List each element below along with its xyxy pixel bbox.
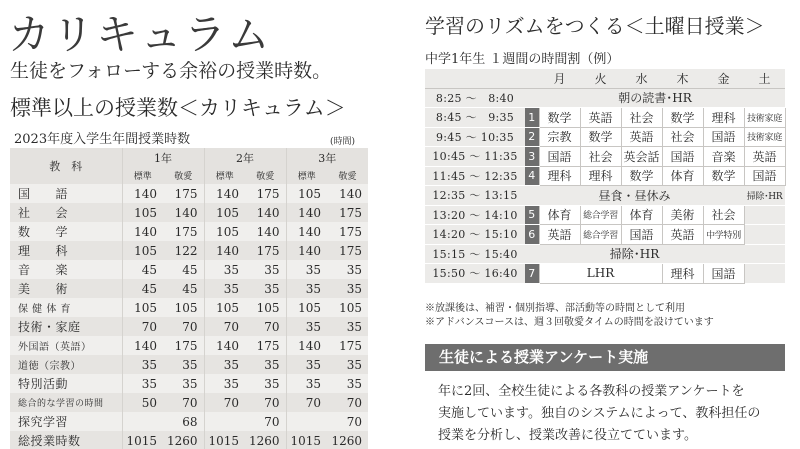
subject-row <box>10 412 368 431</box>
subject-name: 社 会 <box>10 203 122 222</box>
hours-cell: 140 <box>286 241 327 260</box>
empty-cell <box>744 205 785 225</box>
class-cell: 数学 <box>580 127 621 147</box>
empty-cell <box>744 264 785 284</box>
hours-cell: 105 <box>204 222 245 241</box>
class-cell: 社会 <box>580 147 621 167</box>
hours-cell <box>286 412 327 431</box>
time-slot: 12:35 〜 13:15 <box>425 186 525 206</box>
hours-cell: 45 <box>163 279 204 298</box>
curriculum-caption: 2023年度入学生年間授業時数 <box>14 132 191 147</box>
subject-row <box>10 317 368 336</box>
empty-cell <box>744 225 785 245</box>
hours-cell: 35 <box>346 262 362 277</box>
hours-cell: 105 <box>286 298 327 317</box>
period-number: 1 <box>525 108 539 128</box>
subject-row <box>10 393 368 412</box>
survey-text: 年に2回、全校生徒による各教科の授業アンケートを <box>438 384 745 399</box>
time-slot: 15:50 〜 16:40 <box>425 264 525 284</box>
hours-cell: 140 <box>204 241 245 260</box>
hours-cell: 35 <box>327 355 368 374</box>
schedule-row-period-3 <box>425 147 785 167</box>
class-cell: 数学 <box>703 166 744 186</box>
hours-cell: 45 <box>122 260 163 279</box>
class-cell: 英語 <box>580 108 621 128</box>
hours-cell: 175 <box>256 338 280 353</box>
rhythm-heading: 学習のリズムをつくる＜土曜日授業＞ <box>425 14 765 38</box>
schedule-note: ※アドバンスコースは、週３回敬愛タイムの時間を設けています <box>425 317 714 328</box>
lunch-label: 昼食・昼休み <box>525 186 744 206</box>
class-cell: 国語 <box>703 264 744 284</box>
class-cell: 国語 <box>703 127 744 147</box>
class-cell: 英語 <box>744 147 785 167</box>
class-cell: 総合学習 <box>580 205 621 225</box>
hours-cell: 140 <box>122 222 163 241</box>
time-slot: 11:45 〜 12:35 <box>425 166 525 186</box>
subject-name: 探究学習 <box>18 415 69 429</box>
period-number: 7 <box>525 264 539 284</box>
class-cell: 宗教 <box>539 127 580 147</box>
hours-cell: 175 <box>174 224 198 239</box>
hours-cell: 140 <box>122 336 163 355</box>
hours-cell: 35 <box>327 279 368 298</box>
day-header: 金 <box>703 69 744 88</box>
hours-cell: 1260 <box>327 431 368 449</box>
hours-cell: 70 <box>163 317 204 336</box>
hours-cell: 140 <box>245 203 286 222</box>
subject-row <box>10 431 368 449</box>
class-cell: 中学特別 <box>703 225 744 245</box>
class-cell: 総合学習 <box>580 225 621 245</box>
hours-cell: 70 <box>163 393 204 412</box>
empty-cell <box>744 244 785 264</box>
class-cell: 英会話 <box>621 147 662 167</box>
time-slot: 10:45 〜 11:35 <box>425 147 525 167</box>
time-slot: 15:15 〜 15:40 <box>425 244 525 264</box>
year-header: 1年 <box>122 148 204 167</box>
subject-name: 外国語（英語） <box>18 342 92 353</box>
hours-cell: 140 <box>256 224 280 239</box>
class-cell: 美術 <box>662 205 703 225</box>
subject-name: 音 楽 <box>18 263 69 277</box>
period-number: 3 <box>525 147 539 167</box>
schedule-row-lunch <box>425 186 785 206</box>
assembly-label: 朝の読書･HR <box>525 88 785 108</box>
subject-row <box>10 336 368 355</box>
hours-cell <box>122 412 163 431</box>
hours-cell: 140 <box>339 186 362 201</box>
class-cell: 社会 <box>662 127 703 147</box>
hours-cell <box>204 412 245 431</box>
class-cell: 技術家庭 <box>744 127 785 147</box>
class-cell: 社会 <box>703 205 744 225</box>
sub-header: 敬愛 <box>163 167 204 184</box>
subject-name: 数 学 <box>18 225 69 239</box>
day-header: 水 <box>621 69 662 88</box>
day-header: 木 <box>662 69 703 88</box>
hours-cell: 70 <box>245 317 286 336</box>
subject-name: 総授業時数 <box>10 431 122 449</box>
hours-cell: 70 <box>204 393 245 412</box>
time-slot: 14:20 〜 15:10 <box>425 225 525 245</box>
class-cell: 体育 <box>621 205 662 225</box>
page-subtitle: 生徒をフォローする余裕の授業時数。 <box>10 60 332 82</box>
sub-header: 敬愛 <box>327 167 368 184</box>
day-header: 月 <box>539 69 580 88</box>
hours-cell: 35 <box>286 355 327 374</box>
hours-cell: 1260 <box>163 431 204 449</box>
time-slot: 13:20 〜 14:10 <box>425 205 525 225</box>
hours-cell: 140 <box>122 184 163 203</box>
hours-cell: 105 <box>256 300 280 315</box>
hours-cell: 70 <box>122 317 163 336</box>
header-blank <box>525 69 539 88</box>
hours-cell: 70 <box>245 393 286 412</box>
hours-cell: 70 <box>286 393 327 412</box>
hours-cell: 35 <box>204 279 245 298</box>
period-number: 4 <box>525 166 539 186</box>
hours-cell: 35 <box>182 376 198 391</box>
hours-cell: 70 <box>264 414 280 429</box>
period-number: 6 <box>525 225 539 245</box>
subject-name: 特別活動 <box>18 377 69 391</box>
hours-cell: 35 <box>204 260 245 279</box>
curriculum-heading: 標準以上の授業数＜カリキュラム＞ <box>10 96 346 120</box>
hours-cell: 70 <box>346 414 362 429</box>
schedule-row-period-4 <box>425 166 785 186</box>
subject-name: 総合的な学習の時間 <box>10 393 122 412</box>
hours-cell: 175 <box>339 338 362 353</box>
hours-cell: 70 <box>204 317 245 336</box>
hours-cell: 175 <box>327 241 368 260</box>
time-slot: 9:45 〜 10:35 <box>425 127 525 147</box>
hours-cell: 45 <box>182 262 198 277</box>
hours-cell: 35 <box>264 376 280 391</box>
hours-cell: 175 <box>339 224 362 239</box>
class-cell: 数学 <box>662 108 703 128</box>
hours-cell: 140 <box>286 336 327 355</box>
hours-cell: 35 <box>122 355 163 374</box>
hours-cell: 35 <box>286 279 327 298</box>
hours-cell: 175 <box>174 186 198 201</box>
hours-cell: 35 <box>327 317 368 336</box>
hours-cell: 175 <box>174 338 198 353</box>
subject-header: 教 科 <box>10 148 122 184</box>
hours-cell: 35 <box>346 376 362 391</box>
class-cell: 数学 <box>621 166 662 186</box>
hours-cell: 35 <box>122 374 163 393</box>
subject-row <box>10 279 368 298</box>
subject-name: 技術・家庭 <box>10 317 122 336</box>
hours-cell: 35 <box>286 260 327 279</box>
subject-row <box>10 222 368 241</box>
subject-row <box>10 355 368 374</box>
time-slot: 8:45 〜 9:35 <box>425 108 525 128</box>
class-cell: 英語 <box>662 225 703 245</box>
schedule-row-period-5 <box>425 205 785 225</box>
hours-cell: 105 <box>122 298 163 317</box>
hours-cell: 175 <box>256 186 280 201</box>
subject-row <box>10 241 368 260</box>
schedule-caption: 中学1年生 １週間の時間割（例） <box>425 52 620 67</box>
schedule-note: ※放課後は、補習・個別指導、部活動等の時間として利用 <box>425 303 685 314</box>
hours-cell: 105 <box>286 184 327 203</box>
class-cell: 国語 <box>662 147 703 167</box>
hours-cell: 35 <box>245 279 286 298</box>
period-number: 5 <box>525 205 539 225</box>
lhr-cell: LHR <box>539 264 662 284</box>
time-slot: 8:25 〜 8:40 <box>425 88 525 108</box>
survey-text: 授業を分析し、授業改善に役立てています。 <box>438 428 697 443</box>
subject-name: 国 語 <box>18 187 69 201</box>
subject-row <box>10 298 368 317</box>
subject-name: 道徳（宗教） <box>10 355 122 374</box>
saturday-cleaning-label: 掃除･HR <box>744 186 785 206</box>
subject-row <box>10 374 368 393</box>
curriculum-table <box>10 148 368 449</box>
class-cell: 数学 <box>539 108 580 128</box>
class-cell: 理科 <box>703 108 744 128</box>
hours-cell: 140 <box>163 203 204 222</box>
hours-cell: 1015 <box>122 431 163 449</box>
subject-name: 保 健 体 育 <box>18 304 72 315</box>
year-header: 2年 <box>204 148 286 167</box>
hours-cell: 175 <box>245 241 286 260</box>
class-cell: 理科 <box>580 166 621 186</box>
hours-cell: 35 <box>264 262 280 277</box>
schedule-row-assembly <box>425 88 785 108</box>
schedule-row-period-6 <box>425 225 785 245</box>
class-cell: 体育 <box>539 205 580 225</box>
class-cell: 英語 <box>539 225 580 245</box>
hours-cell: 50 <box>122 393 163 412</box>
cleaning-label: 掃除･HR <box>525 244 744 264</box>
survey-heading: 生徒による授業アンケート実施 <box>425 344 785 371</box>
hours-cell: 68 <box>182 414 198 429</box>
sub-header: 標準 <box>122 167 163 184</box>
hours-cell: 140 <box>286 222 327 241</box>
sub-header: 標準 <box>286 167 327 184</box>
schedule-header-row <box>425 69 785 88</box>
hours-cell: 105 <box>204 298 245 317</box>
hours-cell: 105 <box>339 300 362 315</box>
year-header: 3年 <box>286 148 368 167</box>
class-cell: 国語 <box>539 147 580 167</box>
schedule-row-cleaning <box>425 244 785 264</box>
class-cell: 理科 <box>662 264 703 284</box>
hours-cell: 35 <box>163 355 204 374</box>
survey-text: 実施しています。独自のシステムによって、教科担任の <box>438 406 761 421</box>
period-number: 2 <box>525 127 539 147</box>
schedule-row-period-1 <box>425 108 785 128</box>
hours-cell: 45 <box>122 279 163 298</box>
schedule-row-period-2 <box>425 127 785 147</box>
subject-name: 美 術 <box>10 279 122 298</box>
hours-cell: 122 <box>163 241 204 260</box>
hours-cell: 140 <box>286 203 327 222</box>
class-cell: 国語 <box>744 166 785 186</box>
sub-header: 標準 <box>204 167 245 184</box>
hours-cell: 35 <box>204 355 245 374</box>
subject-row <box>10 260 368 279</box>
sub-header: 敬愛 <box>245 167 286 184</box>
hours-cell: 35 <box>204 374 245 393</box>
subject-name: 理 科 <box>10 241 122 260</box>
schedule-row-period-7 <box>425 264 785 284</box>
hours-cell: 35 <box>286 317 327 336</box>
hours-cell: 140 <box>204 336 245 355</box>
class-cell: 社会 <box>621 108 662 128</box>
page-title: カリキュラム <box>8 10 272 59</box>
class-cell: 英語 <box>621 127 662 147</box>
hours-cell: 105 <box>122 203 163 222</box>
curriculum-body <box>10 184 368 449</box>
day-header: 火 <box>580 69 621 88</box>
hours-cell: 105 <box>174 300 198 315</box>
day-header: 土 <box>744 69 785 88</box>
hours-cell: 35 <box>286 374 327 393</box>
class-cell: 音楽 <box>703 147 744 167</box>
class-cell: 理科 <box>539 166 580 186</box>
hours-cell: 70 <box>327 393 368 412</box>
hours-cell: 105 <box>204 203 245 222</box>
class-cell: 技術家庭 <box>744 108 785 128</box>
hours-cell: 1015 <box>286 431 327 449</box>
hours-cell: 35 <box>245 355 286 374</box>
class-cell: 体育 <box>662 166 703 186</box>
schedule-table <box>425 69 786 284</box>
hours-cell: 175 <box>327 203 368 222</box>
curriculum-header-row <box>10 148 368 167</box>
hours-cell: 1260 <box>245 431 286 449</box>
hours-cell: 140 <box>204 184 245 203</box>
curriculum-unit: (時間) <box>330 137 356 147</box>
hours-cell: 105 <box>122 241 163 260</box>
subject-row <box>10 203 368 222</box>
hours-cell: 1015 <box>204 431 245 449</box>
subject-row <box>10 184 368 203</box>
class-cell: 国語 <box>621 225 662 245</box>
header-blank <box>425 69 525 88</box>
